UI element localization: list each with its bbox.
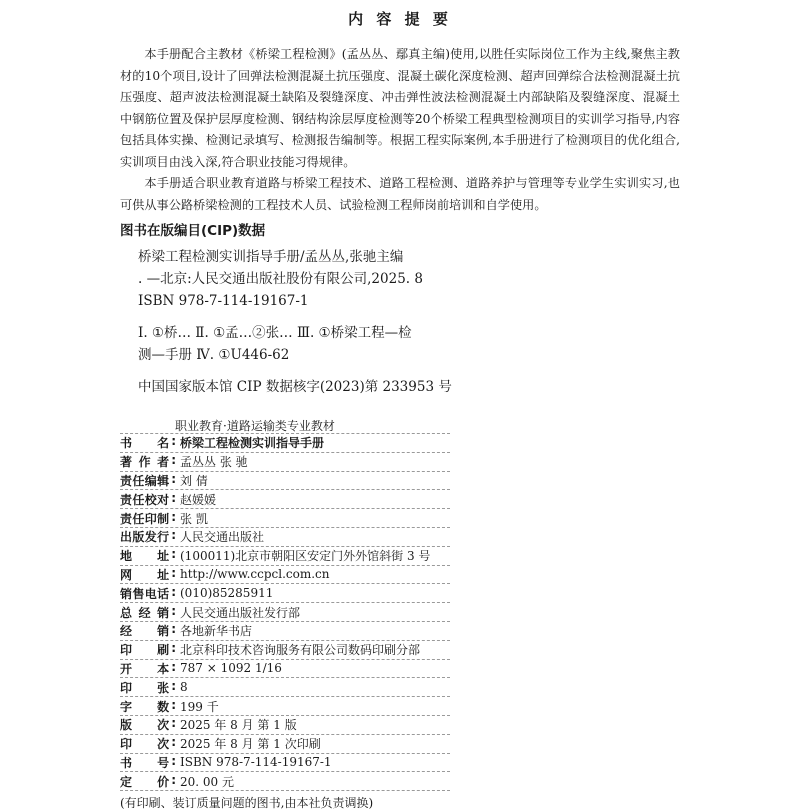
imprint-row (120, 472, 450, 490)
imprint-value: 787 × 1092 1/16 (180, 661, 282, 676)
imprint-table (120, 433, 450, 811)
imprint-value: ISBN 978-7-114-19167-1 (180, 755, 332, 770)
summary-paragraph: 本手册配合主教材《桥梁工程检测》(孟丛丛、鄢真主编)使用,以胜任实际岗位工作为主线,聚焦主教材的10个项目,设计了回弹法检测混凝土抗压强度、混凝土碳化深度检测、超声回弹综合法检测混凝土抗压强度、超声波法检测混凝土缺陷及裂缝深度、冲击弹性波法检测混凝土内部缺陷及裂缝深度、混凝土中钢筋位置及保护层厚度检测、钢结构涂层厚度检测等20个桥梁工程典型检测项目的实训学习指导,内容包括具体实操、检测记录填写、检测报告编制等。根据工程实际案例,本手册进行了检测项目的优化组合,实训项目由浅入深,符合职业技能习得规律。 (120, 47, 680, 169)
imprint-value: 2025 年 8 月 第 1 次印刷 (180, 737, 321, 752)
imprint-row (120, 453, 450, 471)
cip-record (138, 246, 498, 398)
imprint-label: 出 版 发 行 : (120, 528, 176, 545)
imprint-label: 责 任 印 制 : (120, 509, 176, 526)
imprint-label: 定 价 : (120, 772, 176, 789)
imprint-value: (010)85285911 (180, 586, 274, 601)
imprint-label: 地 址 : (120, 547, 176, 564)
imprint-row (120, 509, 450, 527)
imprint-value: 各地新华书店 (180, 624, 253, 639)
imprint-label: 字 数 : (120, 697, 176, 714)
imprint-row (120, 716, 450, 734)
imprint-row (120, 697, 450, 715)
imprint-row (120, 641, 450, 659)
cip-heading: 图书在版编目(CIP)数据 (120, 223, 266, 239)
imprint-value: 孟丛丛 张 驰 (180, 455, 248, 470)
cip-isbn-line: ISBN 978-7-114-19167-1 (138, 293, 309, 309)
imprint-value: 8 (180, 680, 188, 695)
cip-cn-record: 中国国家版本馆 CIP 数据核字(2023)第 233953 号 (138, 379, 452, 395)
imprint-label: 网 址 : (120, 565, 176, 582)
imprint-value: 北京科印技术咨询服务有限公司数码印刷分部 (180, 643, 421, 658)
imprint-label: 版 次 : (120, 716, 176, 733)
imprint-row (120, 678, 450, 696)
imprint-note: (有印刷、装订质量问题的图书,由本社负责调换) (120, 796, 374, 811)
imprint-value: 张 凯 (180, 511, 208, 526)
imprint-label: 印 刷 : (120, 641, 176, 658)
imprint-value: 2025 年 8 月 第 1 版 (180, 718, 297, 733)
imprint-row (120, 584, 450, 602)
imprint-value: 赵媛媛 (180, 492, 217, 507)
imprint-label: 销 售 电 话 : (120, 584, 176, 601)
imprint-label: 印 次 : (120, 735, 176, 752)
imprint-row (120, 735, 450, 753)
imprint-row (120, 547, 450, 565)
cip-publisher-line: . —北京:人民交通出版社股份有限公司,2025. 8 (138, 271, 423, 287)
imprint-row (120, 622, 450, 640)
cip-classification-line: 测—手册 Ⅳ. ①U446-62 (138, 347, 290, 363)
imprint-label: 印 张 : (120, 678, 176, 695)
imprint-label: 书 号 : (120, 753, 176, 770)
imprint-label: 著 作 者 : (120, 453, 176, 470)
imprint-row (120, 660, 450, 678)
cip-classification-line: Ⅰ. ①桥… Ⅱ. ①孟…②张… Ⅲ. ①桥梁工程—检 (138, 325, 412, 341)
cip-title-line: 桥梁工程检测实训指导手册/孟丛丛,张驰主编 (138, 249, 404, 265)
imprint-value: 刘 倩 (180, 473, 208, 488)
imprint-value: 人民交通出版社发行部 (180, 605, 301, 620)
imprint-row (120, 490, 450, 508)
imprint-value: (100011)北京市朝阳区安定门外外馆斜街 3 号 (180, 549, 431, 564)
imprint-row (120, 603, 450, 621)
imprint-row (120, 528, 450, 546)
imprint-label: 总 经 销 : (120, 603, 176, 620)
imprint-value: 20. 00 元 (180, 774, 234, 789)
series-name: 职业教育·道路运输类专业教材 (175, 419, 335, 433)
summary-body (120, 44, 680, 216)
imprint-row (120, 566, 450, 584)
imprint-label: 开 本 : (120, 659, 176, 676)
imprint-label: 责 任 编 辑 : (120, 471, 176, 488)
imprint-value: 人民交通出版社 (180, 530, 265, 545)
imprint-value: http://www.ccpcl.com.cn (180, 567, 330, 582)
imprint-label: 责 任 校 对 : (120, 490, 176, 507)
summary-paragraph: 本手册适合职业教育道路与桥梁工程技术、道路工程检测、道路养护与管理等专业学生实训实习,也可供从事公路桥梁检测的工程技术人员、试验检测工程师岗前培训和自学使用。 (120, 176, 680, 212)
imprint-label: 经 销 : (120, 622, 176, 639)
imprint-row (120, 434, 450, 452)
summary-title: 内 容 提 要 (348, 10, 452, 28)
imprint-row (120, 772, 450, 790)
imprint-value: 199 千 (180, 699, 219, 714)
imprint-row (120, 754, 450, 772)
imprint-value: 桥梁工程检测实训指导手册 (180, 436, 325, 451)
imprint-label: 书 名 : (120, 434, 176, 451)
